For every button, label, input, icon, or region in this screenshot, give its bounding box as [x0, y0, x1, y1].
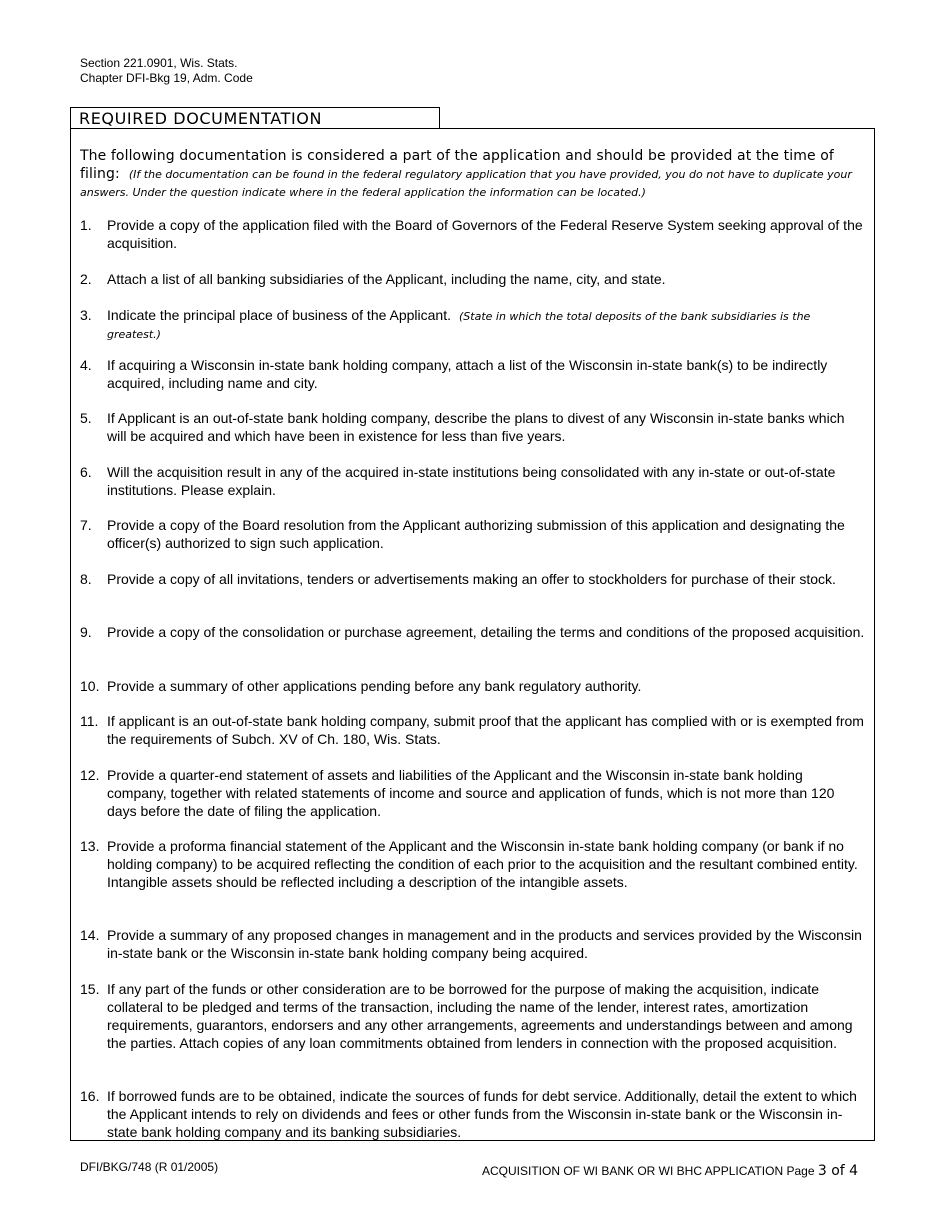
- item-number: 7.: [80, 517, 92, 533]
- item-text: If Applicant is an out-of-state bank holding company, describe the plans to divest of any Wisconsin in-state banks which will be acquired and which have been in existence for less than five years.: [107, 410, 845, 444]
- item-text: If acquiring a Wisconsin in-state bank holding company, attach a list of the Wisconsin in-state bank(s) to be indirectly acquired, including name and city.: [107, 357, 828, 391]
- item-number: 11.: [80, 713, 99, 729]
- item-number: 6.: [80, 464, 92, 480]
- item-number: 5.: [80, 410, 92, 426]
- chapter-reference: Chapter DFI-Bkg 19, Adm. Code: [80, 71, 253, 85]
- item-text: Attach a list of all banking subsidiaries of the Applicant, including the name, city, and state.: [107, 271, 666, 287]
- item-note: (State in which the total deposits of the bank subsidiaries is the greatest.): [107, 310, 811, 341]
- form-title: ACQUISITION OF WI BANK OR WI BHC APPLICATION Page: [482, 1164, 815, 1178]
- form-id: DFI/BKG/748 (R 01/2005): [80, 1160, 219, 1174]
- item-text: Provide a quarter-end statement of assets and liabilities of the Applicant and the Wisconsin in-state bank holding company, together with related statements of income and source and application of funds, which is not more than 120 days before the date of filing the application.: [107, 767, 835, 819]
- item-number: 12.: [80, 767, 100, 783]
- item-number: 10.: [80, 678, 100, 694]
- item-text: Provide a summary of any proposed changes in management and in the products and services provided by the Wisconsin in-state bank or the Wisconsin in-state bank holding company being acquired.: [107, 927, 862, 961]
- item-text: Provide a copy of the application filed with the Board of Governors of the Federal Reserve System seeking approval of the acquisition.: [107, 217, 863, 251]
- item-number: 9.: [80, 624, 92, 640]
- item-text: Provide a copy of the Board resolution from the Applicant authorizing submission of this application and designating the officer(s) authorized to sign such application.: [107, 517, 845, 551]
- item-text: Provide a proforma financial statement of the Applicant and the Wisconsin in-state bank holding company (or bank if no holding company) to be acquired reflecting the condition of each prior to the acquisition and the resultant combined entity. Intangible assets should be reflected including a description of the intangible assets.: [107, 838, 858, 890]
- section-title: REQUIRED DOCUMENTATION: [70, 107, 440, 128]
- item-text: Provide a copy of the consolidation or purchase agreement, detailing the terms and conditions of the proposed acquisition.: [107, 624, 865, 640]
- item-number: 13.: [80, 838, 100, 854]
- item-number: 4.: [80, 357, 92, 373]
- item-number: 14.: [80, 927, 100, 943]
- intro-text: The following documentation is considered a part of the application and should be provided at the time of filing:: [80, 148, 834, 182]
- header-reference: [80, 56, 253, 86]
- item-number: 15.: [80, 981, 100, 997]
- intro-note: (If the documentation can be found in the federal regulatory application that you have provided, you do not have to duplicate your answers. Under the question indicate where in the federal application the information can be located.): [80, 168, 852, 199]
- item-number: 2.: [80, 271, 92, 287]
- item-number: 1.: [80, 217, 92, 233]
- page-number: 3 of 4: [817, 1163, 859, 1179]
- item-text: Provide a copy of all invitations, tenders or advertisements making an offer to stockholders for purchase of their stock.: [107, 571, 836, 587]
- item-number: 16.: [80, 1088, 100, 1104]
- item-text: [107, 306, 865, 342]
- item-text: If borrowed funds are to be obtained, indicate the sources of funds for debt service. Additionally, detail the extent to which the Applicant intends to rely on dividends and fees or other funds from the Wisconsin in-state bank or the Wisconsin in-state bank holding company and its banking subsidiaries.: [107, 1088, 857, 1140]
- item-text: If any part of the funds or other consideration are to be borrowed for the purpose of making the acquisition, indicate collateral to be pledged and terms of the transaction, including the name of the lender, interest rates, amortization requirements, guarantors, endorsers and any other arrangements, agreements and understandings between and among the parties. Attach copies of any loan commitments obtained from lenders in connection with the proposed acquisition.: [107, 981, 853, 1051]
- item-number: 3.: [80, 307, 92, 323]
- item-main-text: Indicate the principal place of business of the Applicant.: [107, 307, 451, 323]
- item-text: Will the acquisition result in any of the acquired in-state institutions being consolidated with any in-state or out-of-state institutions. Please explain.: [107, 464, 836, 498]
- item-text: Provide a summary of other applications pending before any bank regulatory authority.: [107, 678, 642, 694]
- item-text: If applicant is an out-of-state bank holding company, submit proof that the applicant has complied with or is exempted from the requirements of Subch. XV of Ch. 180, Wis. Stats.: [107, 713, 864, 747]
- form-footer: [482, 1163, 858, 1179]
- item-number: 8.: [80, 571, 92, 587]
- intro-paragraph: [80, 147, 865, 201]
- statute-reference: Section 221.0901, Wis. Stats.: [80, 56, 238, 70]
